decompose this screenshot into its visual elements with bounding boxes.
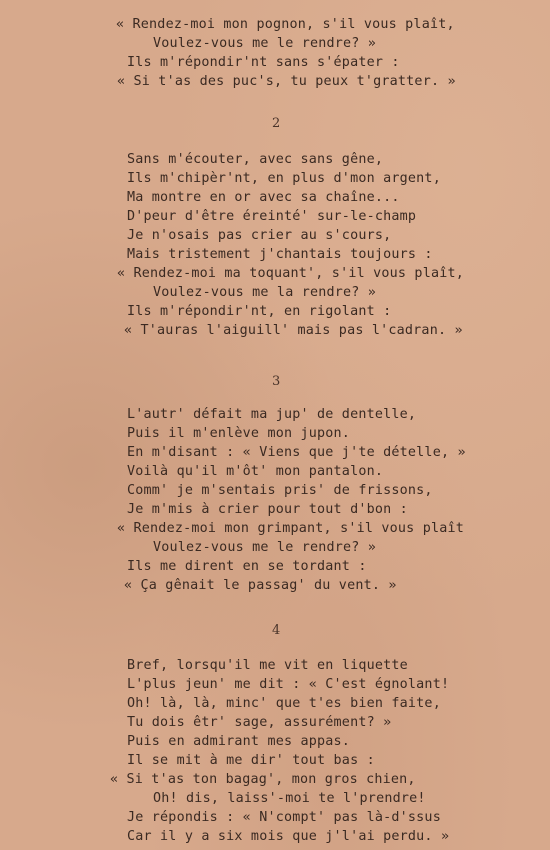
verse-line: Ils m'chipèr'nt, en plus d'mon argent, bbox=[127, 171, 441, 186]
verse-line: « Si t'as des puc's, tu peux t'gratter. » bbox=[117, 74, 456, 89]
stanza-number: 4 bbox=[272, 623, 281, 638]
verse-line: Ils m'répondir'nt sans s'épater : bbox=[127, 55, 400, 70]
verse-line: Comm' je m'sentais pris' de frissons, bbox=[127, 483, 433, 498]
verse-line: Sans m'écouter, avec sans gêne, bbox=[127, 152, 384, 167]
stanza-number: 3 bbox=[272, 374, 281, 389]
verse-line: « Rendez-moi mon pognon, s'il vous plaît, bbox=[116, 17, 455, 32]
verse-line: Puis en admirant mes appas. bbox=[127, 734, 351, 749]
verse-line: Je répondis : « N'compt' pas là-d'ssus bbox=[127, 810, 441, 825]
verse-line: Voulez-vous me la rendre? » bbox=[153, 285, 377, 300]
verse-line: Puis il m'enlève mon jupon. bbox=[127, 426, 351, 441]
verse-line: « Ça gênait le passag' du vent. » bbox=[124, 578, 397, 593]
verse-line: Tu dois êtr' sage, assurément? » bbox=[127, 715, 392, 730]
verse-line: Car il y a six mois que j'l'ai perdu. » bbox=[127, 829, 450, 844]
verse-line: Mais tristement j'chantais toujours : bbox=[127, 247, 433, 262]
verse-line: Ils m'répondir'nt, en rigolant : bbox=[127, 304, 392, 319]
verse-line: En m'disant : « Viens que j'te dételle, » bbox=[127, 445, 466, 460]
verse-line: Ils me dirent en se tordant : bbox=[127, 559, 367, 574]
verse-line: « Si t'as ton bagag', mon gros chien, bbox=[110, 772, 416, 787]
verse-line: « T'auras l'aiguill' mais pas l'cadran. » bbox=[124, 323, 463, 338]
verse-line: L'autr' défait ma jup' de dentelle, bbox=[127, 407, 417, 422]
verse-line: Bref, lorsqu'il me vit en liquette bbox=[127, 658, 408, 673]
verse-line: D'peur d'être éreinté' sur-le-champ bbox=[127, 209, 417, 224]
verse-line: Je n'osais pas crier au s'cours, bbox=[127, 228, 392, 243]
verse-line: Voulez-vous me le rendre? » bbox=[153, 36, 377, 51]
verse-line: « Rendez-moi ma toquant', s'il vous plaît, bbox=[117, 266, 464, 281]
verse-line: Voilà qu'il m'ôt' mon pantalon. bbox=[127, 464, 384, 479]
verse-line: Ma montre en or avec sa chaîne... bbox=[127, 190, 400, 205]
verse-line: Oh! là, là, minc' que t'es bien faite, bbox=[127, 696, 441, 711]
verse-line: Je m'mis à crier pour tout d'bon : bbox=[127, 502, 408, 517]
verse-line: « Rendez-moi mon grimpant, s'il vous plaît bbox=[117, 521, 464, 536]
verse-line: Voulez-vous me le rendre? » bbox=[153, 540, 377, 555]
stanza-number: 2 bbox=[272, 116, 281, 131]
verse-line: Il se mit à me dir' tout bas : bbox=[127, 753, 375, 768]
verse-line: Oh! dis, laiss'-moi te l'prendre! bbox=[153, 791, 426, 806]
verse-line: L'plus jeun' me dit : « C'est égnolant! bbox=[127, 677, 450, 692]
